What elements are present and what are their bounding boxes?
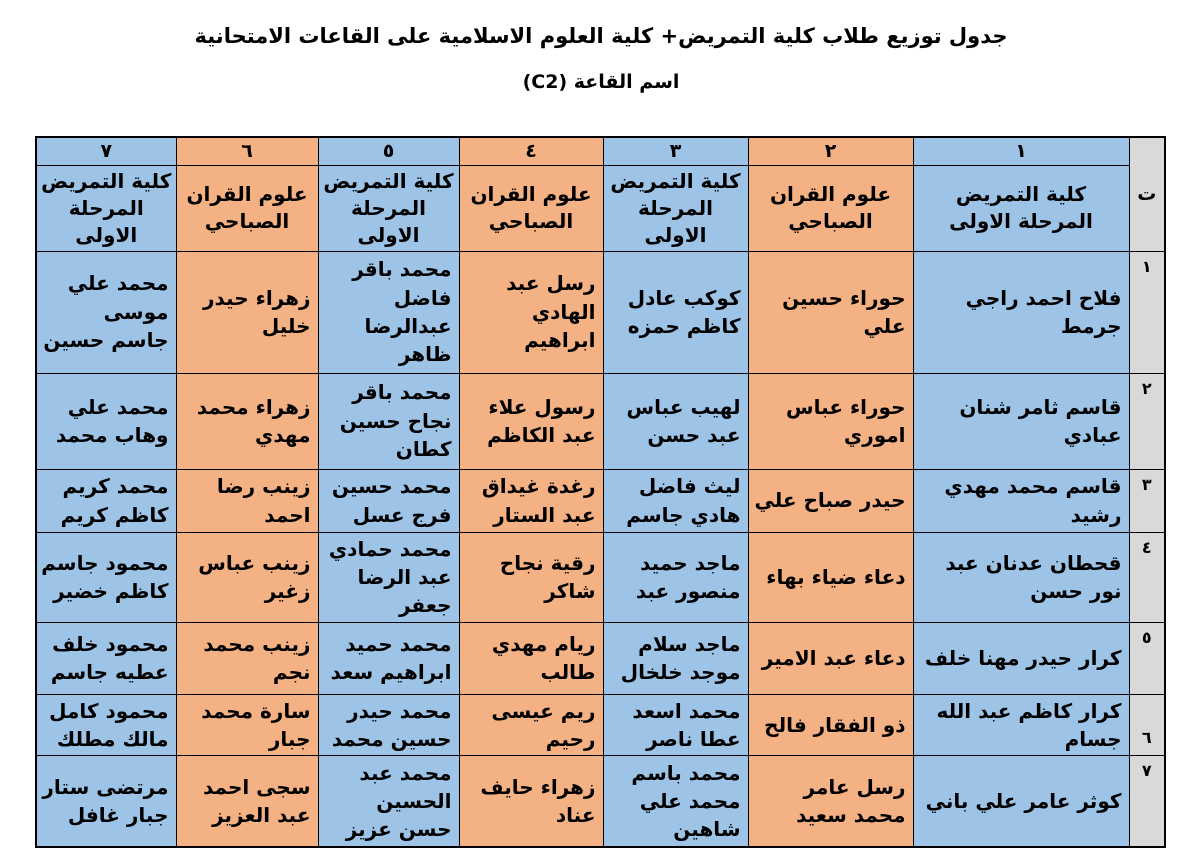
- student-cell: رقية نجاح شاكر: [459, 532, 603, 622]
- column-number-header: ٥: [318, 137, 459, 165]
- college-header: علوم القران الصباحي: [459, 165, 603, 251]
- student-cell: زينب رضا احمد: [176, 469, 318, 532]
- column-number-header: ٢: [748, 137, 913, 165]
- row-index: ٣: [1129, 469, 1165, 532]
- student-cell: لهيب عباس عبد حسن: [603, 373, 748, 469]
- college-header: علوم القران الصباحي: [748, 165, 913, 251]
- student-cell: محمد حمادي عبد الرضا جعفر: [318, 532, 459, 622]
- student-cell: رسل عامر محمد سعيد: [748, 756, 913, 847]
- student-cell: دعاء ضياء بهاء: [748, 532, 913, 622]
- student-cell: محمود كامل مالك مطلك: [36, 694, 176, 756]
- row-index: ٧: [1129, 756, 1165, 847]
- column-number-header: ٤: [459, 137, 603, 165]
- student-cell: رسل عبد الهادي ابراهيم: [459, 251, 603, 373]
- row-index: ٦: [1129, 694, 1165, 756]
- student-cell: محمد عبد الحسين حسن عزيز: [318, 756, 459, 847]
- student-cell: مرتضى ستار جبار غافل: [36, 756, 176, 847]
- student-cell: محمد باقر نجاح حسين كطان: [318, 373, 459, 469]
- student-cell: ماجد سلام موجد خلخال: [603, 622, 748, 694]
- column-number-header: ٣: [603, 137, 748, 165]
- student-cell: محمود جاسم كاظم خضير: [36, 532, 176, 622]
- student-cell: محمد اسعد عطا ناصر: [603, 694, 748, 756]
- row-index: ٢: [1129, 373, 1165, 469]
- student-cell: محمد باقر فاضل عبدالرضا ظاهر: [318, 251, 459, 373]
- student-cell: محمد حسين فرج عسل: [318, 469, 459, 532]
- column-number-header: ١: [913, 137, 1129, 165]
- row-index: ٤: [1129, 532, 1165, 622]
- student-cell: رسول علاء عبد الكاظم: [459, 373, 603, 469]
- student-cell: محمد علي موسى جاسم حسين: [36, 251, 176, 373]
- student-cell: كرار كاظم عبد الله جسام: [913, 694, 1129, 756]
- student-cell: محمد كريم كاظم كريم: [36, 469, 176, 532]
- student-cell: ليث فاضل هادي جاسم: [603, 469, 748, 532]
- student-cell: ريم عيسى رحيم: [459, 694, 603, 756]
- column-number-header: ٧: [36, 137, 176, 165]
- student-cell: فلاح احمد راجي جرمط: [913, 251, 1129, 373]
- row-index: ٥: [1129, 622, 1165, 694]
- student-cell: كوكب عادل كاظم حمزه: [603, 251, 748, 373]
- college-header: كلية التمريض المرحلة الاولى: [603, 165, 748, 251]
- student-cell: كوثر عامر علي باني: [913, 756, 1129, 847]
- student-cell: قاسم محمد مهدي رشيد: [913, 469, 1129, 532]
- student-cell: محمد علي وهاب محمد: [36, 373, 176, 469]
- college-header: كلية التمريض المرحلة الاولى: [913, 165, 1129, 251]
- student-cell: زينب محمد نجم: [176, 622, 318, 694]
- student-cell: ذو الفقار فالح: [748, 694, 913, 756]
- corner-header: ت: [1129, 137, 1165, 251]
- column-number-header: ٦: [176, 137, 318, 165]
- college-header: علوم القران الصباحي: [176, 165, 318, 251]
- student-cell: زهراء حايف عناد: [459, 756, 603, 847]
- student-cell: رغدة غيداق عبد الستار: [459, 469, 603, 532]
- college-header: كلية التمريض المرحلة الاولى: [36, 165, 176, 251]
- student-cell: محمد حيدر حسين محمد: [318, 694, 459, 756]
- student-cell: زهراء حيدر خليل: [176, 251, 318, 373]
- student-cell: قاسم ثامر شنان عبادي: [913, 373, 1129, 469]
- row-index: ١: [1129, 251, 1165, 373]
- student-cell: سارة محمد جبار: [176, 694, 318, 756]
- student-cell: حوراء حسين علي: [748, 251, 913, 373]
- student-cell: ماجد حميد منصور عبد: [603, 532, 748, 622]
- student-cell: قحطان عدنان عبد نور حسن: [913, 532, 1129, 622]
- student-cell: محمود خلف عطيه جاسم: [36, 622, 176, 694]
- hall-name-subtitle: اسم القاعة (C2): [522, 71, 680, 94]
- student-cell: ريام مهدي طالب: [459, 622, 603, 694]
- student-cell: حوراء عباس اموري: [748, 373, 913, 469]
- student-cell: زهراء محمد مهدي: [176, 373, 318, 469]
- student-cell: سجى احمد عبد العزيز: [176, 756, 318, 847]
- college-header: كلية التمريض المرحلة الاولى: [318, 165, 459, 251]
- exam-distribution-table: [35, 136, 1166, 848]
- student-cell: زينب عباس زغير: [176, 532, 318, 622]
- student-cell: دعاء عبد الامير: [748, 622, 913, 694]
- student-cell: كرار حيدر مهنا خلف: [913, 622, 1129, 694]
- student-cell: محمد حميد ابراهيم سعد: [318, 622, 459, 694]
- student-cell: حيدر صباح علي: [748, 469, 913, 532]
- page-title: جدول توزيع طلاب كلية التمريض+ كلية العلوم الاسلامية على القاعات الامتحانية: [194, 24, 1008, 48]
- student-cell: محمد باسم محمد علي شاهين: [603, 756, 748, 847]
